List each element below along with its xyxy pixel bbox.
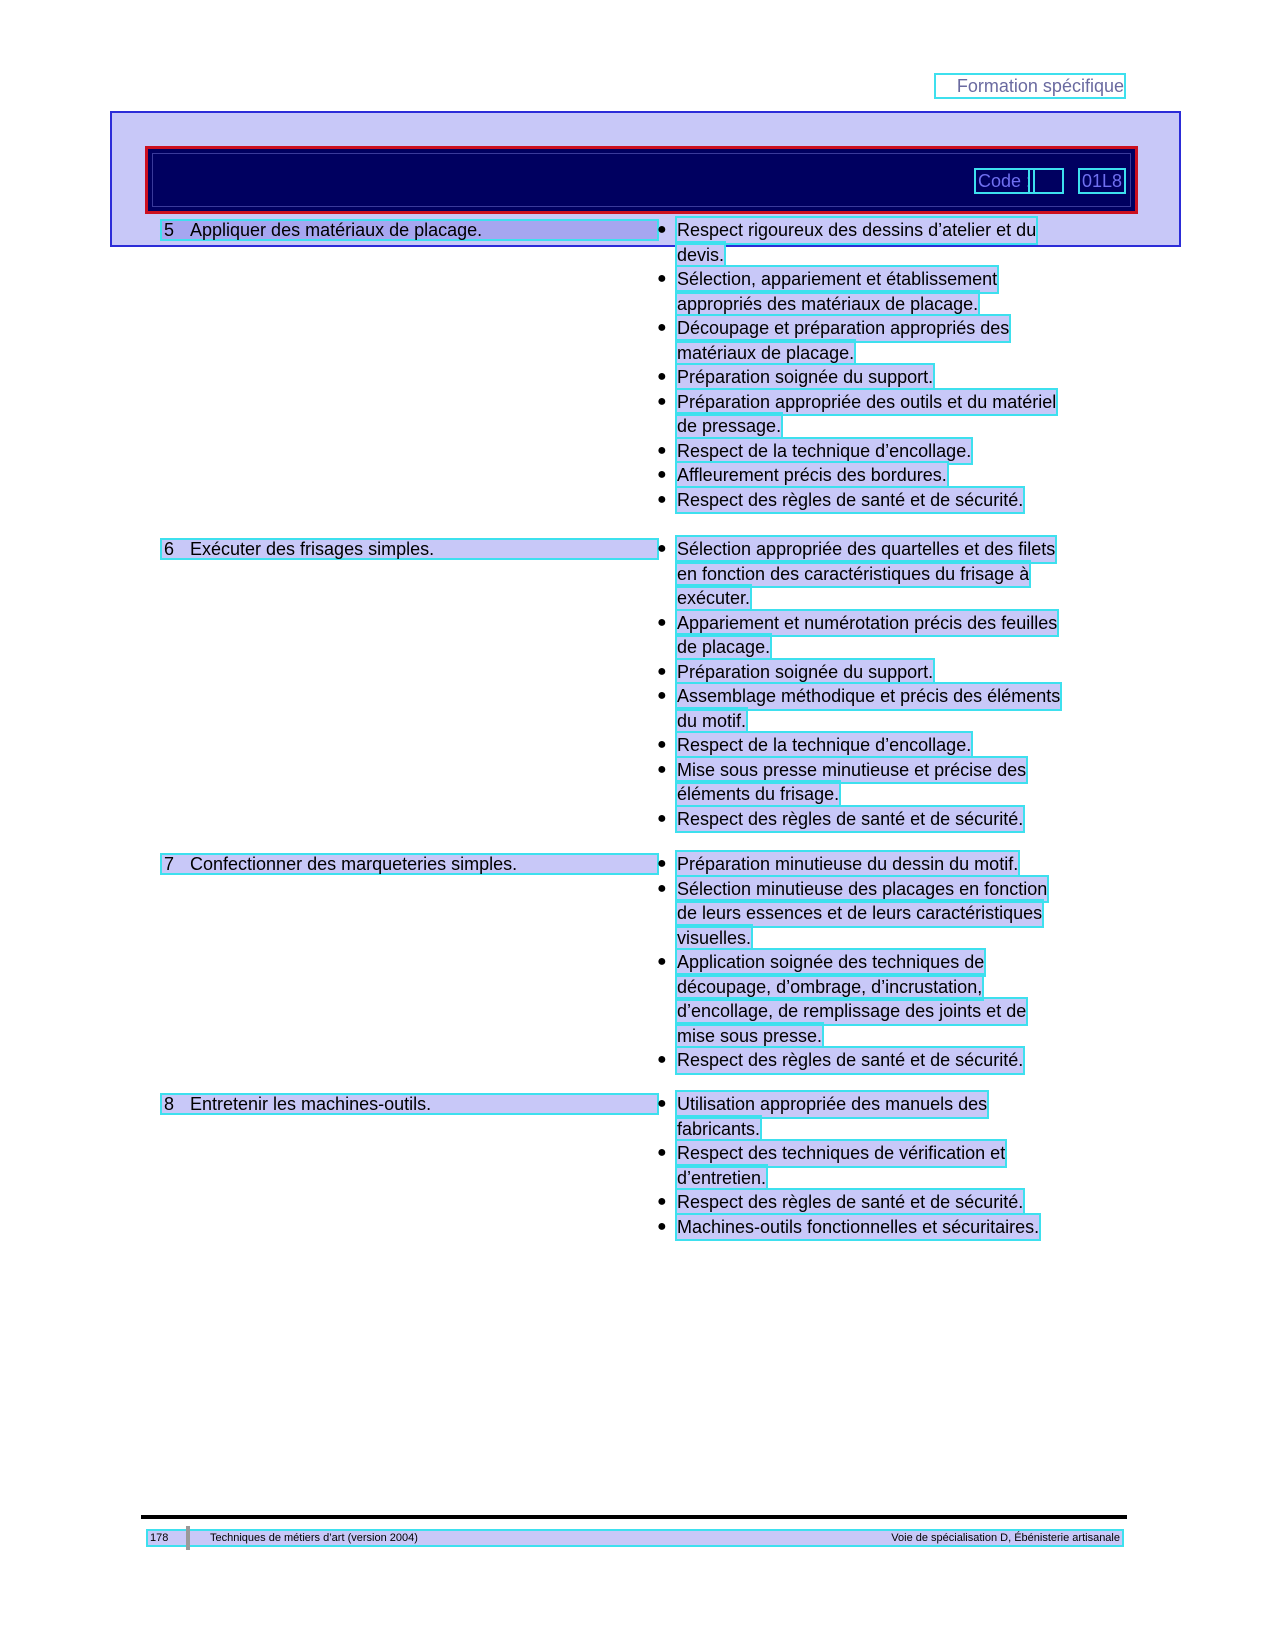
criterion-line: Appariement et numérotation précis des feuilles bbox=[677, 611, 1057, 636]
criterion-item bbox=[657, 365, 933, 390]
criterion-line: Préparation soignée du support. bbox=[677, 365, 933, 390]
bullet-icon: ● bbox=[657, 1095, 667, 1112]
bullet-icon: ● bbox=[657, 855, 667, 872]
page-footer bbox=[148, 1531, 1122, 1545]
criterion-line: Préparation soignée du support. bbox=[677, 660, 933, 685]
criterion-line: visuelles. bbox=[677, 926, 751, 951]
bullet-icon: ● bbox=[657, 540, 667, 557]
competency-title: Entretenir les machines-outils. bbox=[190, 1094, 432, 1114]
footer-divider bbox=[186, 1526, 190, 1550]
criterion-item bbox=[657, 852, 1018, 877]
bullet-icon: ● bbox=[657, 1193, 667, 1210]
code-value: 01L8 bbox=[1082, 171, 1123, 191]
criterion-line: Mise sous presse minutieuse et précise des bbox=[677, 758, 1026, 783]
criterion-line: Préparation minutieuse du dessin du motif. bbox=[677, 852, 1018, 877]
criterion-line: Respect de la technique d’encollage. bbox=[677, 733, 971, 758]
criterion-line: Respect des techniques de vérification et bbox=[677, 1141, 1005, 1166]
criterion-line: de placage. bbox=[677, 635, 770, 660]
criterion-item bbox=[657, 1141, 1005, 1190]
competency-number: 8 bbox=[164, 1094, 175, 1114]
footer-rule bbox=[141, 1515, 1127, 1519]
criterion-line: Découpage et préparation appropriés des bbox=[677, 316, 1009, 341]
bullet-icon: ● bbox=[657, 1051, 667, 1068]
criterion-line: Machines-outils fonctionnelles et sécuritaires. bbox=[677, 1215, 1039, 1240]
criterion-item bbox=[657, 758, 1026, 807]
bullet-icon: ● bbox=[657, 953, 667, 970]
bullet-icon: ● bbox=[657, 368, 667, 385]
bullet-icon: ● bbox=[657, 687, 667, 704]
bullet-icon: ● bbox=[657, 613, 667, 631]
criterion-item bbox=[657, 267, 997, 316]
criterion-line: Respect des règles de santé et de sécurité. bbox=[677, 488, 1023, 513]
criterion-line: de pressage. bbox=[677, 414, 781, 439]
criterion-line: Respect de la technique d’encollage. bbox=[677, 439, 971, 464]
criterion-line: éléments du frisage. bbox=[677, 782, 839, 807]
criterion-line: fabricants. bbox=[677, 1117, 760, 1142]
section-header: Formation spécifique bbox=[936, 75, 1124, 97]
criterion-line: d’entretien. bbox=[677, 1166, 766, 1191]
criterion-item bbox=[657, 807, 1023, 832]
bullet-icon: ● bbox=[657, 221, 667, 238]
competency-row bbox=[162, 1095, 657, 1113]
criterion-item bbox=[657, 1048, 1023, 1073]
competency-row bbox=[162, 221, 657, 239]
criterion-item bbox=[657, 950, 1026, 1048]
bullet-icon: ● bbox=[657, 760, 667, 778]
bullet-icon: ● bbox=[657, 441, 667, 459]
footer-specialization: Voie de spécialisation D, Ébénisterie artisanale bbox=[891, 1532, 1120, 1544]
criterion-line: Affleurement précis des bordures. bbox=[677, 463, 947, 488]
criterion-line: Respect rigoureux des dessins d’atelier et du bbox=[677, 218, 1036, 243]
criterion-line: Préparation appropriée des outils et du matériel bbox=[677, 390, 1056, 415]
criterion-line: Sélection minutieuse des placages en fonction bbox=[677, 877, 1047, 902]
competency-number: 6 bbox=[164, 539, 175, 559]
bullet-icon: ● bbox=[657, 319, 667, 336]
criterion-line: Application soignée des techniques de bbox=[677, 950, 984, 975]
criterion-line: Sélection appropriée des quartelles et des filets bbox=[677, 537, 1055, 562]
criterion-item bbox=[657, 390, 1056, 439]
criterion-item bbox=[657, 218, 1036, 267]
criterion-item bbox=[657, 660, 933, 685]
competency-number: 5 bbox=[164, 220, 175, 240]
bullet-icon: ● bbox=[657, 879, 667, 897]
bullet-icon: ● bbox=[657, 490, 667, 508]
criterion-item bbox=[657, 439, 971, 464]
bullet-icon: ● bbox=[657, 662, 667, 680]
criterion-item bbox=[657, 463, 947, 488]
bullet-icon: ● bbox=[657, 809, 667, 827]
bullet-icon: ● bbox=[657, 466, 667, 483]
criterion-item bbox=[657, 684, 1060, 733]
criterion-item bbox=[657, 1092, 987, 1141]
criterion-line: exécuter. bbox=[677, 586, 750, 611]
criterion-line: Respect des règles de santé et de sécurité. bbox=[677, 807, 1023, 832]
criterion-line: de leurs essences et de leurs caractéristiques bbox=[677, 901, 1042, 926]
criterion-line: devis. bbox=[677, 243, 724, 268]
criterion-line: d’encollage, de remplissage des joints et de bbox=[677, 999, 1026, 1024]
criterion-item bbox=[657, 1215, 1039, 1240]
code-label: Code : bbox=[978, 171, 1032, 191]
competency-title: Appliquer des matériaux de placage. bbox=[190, 220, 483, 240]
criterion-line: du motif. bbox=[677, 709, 746, 734]
criterion-item bbox=[657, 611, 1057, 660]
criterion-line: découpage, d’ombrage, d’incrustation, bbox=[677, 975, 982, 1000]
competency-title: Confectionner des marqueteries simples. bbox=[190, 854, 518, 874]
competency-row bbox=[162, 855, 657, 873]
competency-title: Exécuter des frisages simples. bbox=[190, 539, 435, 559]
criterion-line: en fonction des caractéristiques du frisage à bbox=[677, 562, 1029, 587]
criterion-line: Assemblage méthodique et précis des éléments bbox=[677, 684, 1060, 709]
criterion-line: Respect des règles de santé et de sécurité. bbox=[677, 1190, 1023, 1215]
criterion-line: appropriés des matériaux de placage. bbox=[677, 292, 978, 317]
criterion-item bbox=[657, 537, 1055, 611]
code-separator bbox=[1030, 170, 1062, 192]
footer-program: Techniques de métiers d’art (version 2004) bbox=[210, 1532, 418, 1544]
page-number: 178 bbox=[150, 1532, 169, 1544]
competency-number: 7 bbox=[164, 854, 175, 874]
bullet-icon: ● bbox=[657, 1144, 667, 1161]
criterion-line: matériaux de placage. bbox=[677, 341, 854, 366]
criterion-line: Respect des règles de santé et de sécurité. bbox=[677, 1048, 1023, 1073]
bullet-icon: ● bbox=[657, 1217, 667, 1235]
criterion-item bbox=[657, 316, 1009, 365]
bullet-icon: ● bbox=[657, 392, 667, 410]
criterion-line: Utilisation appropriée des manuels des bbox=[677, 1092, 987, 1117]
bullet-icon: ● bbox=[657, 736, 667, 753]
criterion-line: mise sous presse. bbox=[677, 1024, 822, 1049]
criterion-item bbox=[657, 877, 1047, 951]
competency-row bbox=[162, 540, 657, 558]
bullet-icon: ● bbox=[657, 270, 667, 287]
criterion-line: Sélection, appariement et établissement bbox=[677, 267, 997, 292]
criterion-item bbox=[657, 488, 1023, 513]
criterion-item bbox=[657, 1190, 1023, 1215]
criterion-item bbox=[657, 733, 971, 758]
